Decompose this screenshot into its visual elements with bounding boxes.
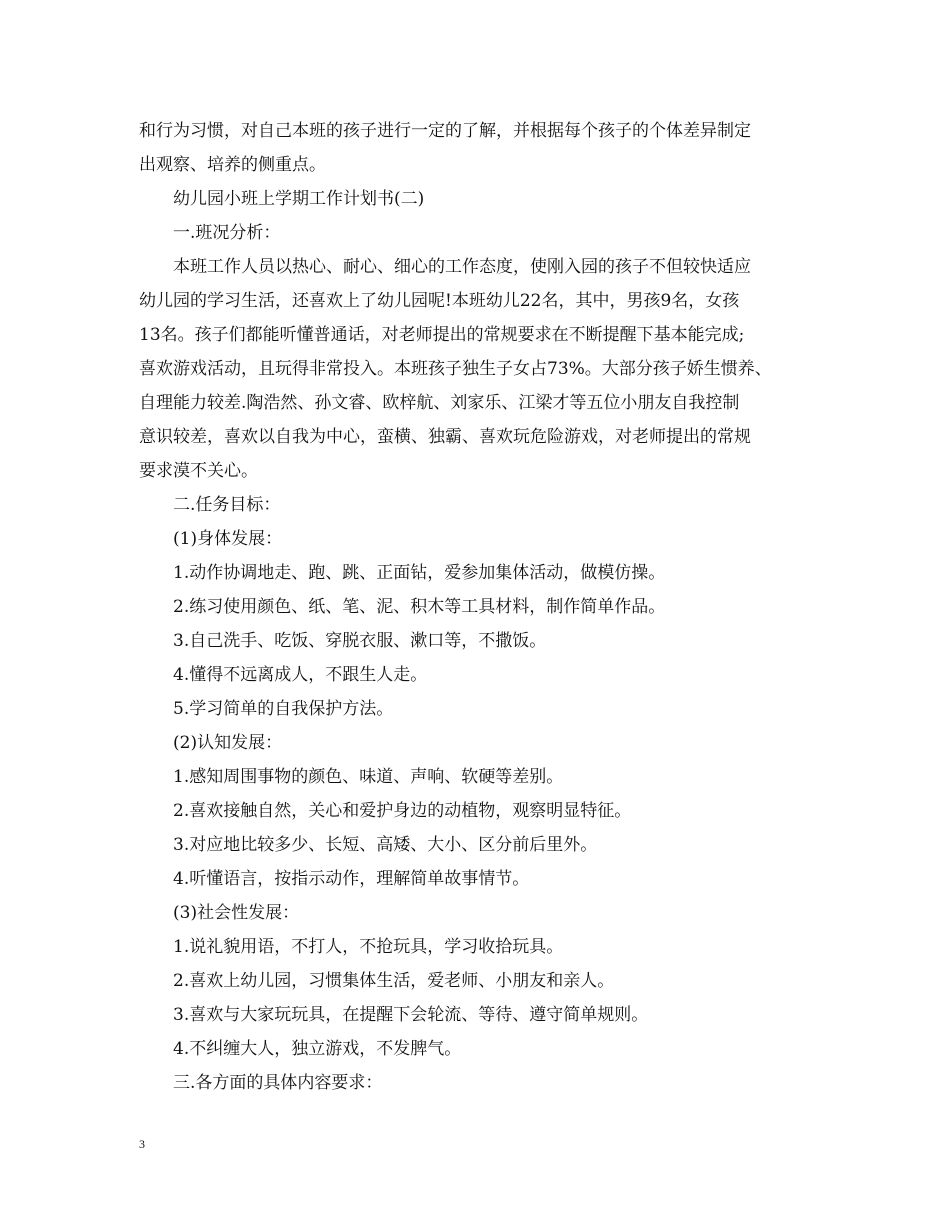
list-item: 3.自己洗手、吃饭、穿脱衣服、漱口等，不撒饭。 — [173, 631, 547, 651]
list-item: 1.动作协调地走、跑、跳、正面钻，爱参加集体活动，做模仿操。 — [173, 563, 666, 583]
class-analysis-line: 意识较差，喜欢以自我为中心，蛮横、独霸、喜欢玩危险游戏，对老师提出的常规 — [139, 427, 751, 447]
section-heading-specific-requirements: 三.各方面的具体内容要求： — [173, 1073, 383, 1093]
class-analysis-line: 要求漠不关心。 — [139, 461, 258, 481]
paragraph-continuation-line: 和行为习惯，对自己本班的孩子进行一定的了解，并根据每个孩子的个体差异制定 — [139, 121, 751, 141]
page-number: 3 — [139, 1137, 145, 1151]
list-item: 1.感知周围事物的颜色、味道、声响、软硬等差别。 — [173, 767, 564, 787]
class-analysis-line: 13名。孩子们都能听懂普通话，对老师提出的常规要求在不断提醒下基本能完成; — [139, 325, 745, 345]
class-analysis-line: 喜欢游戏活动，且玩得非常投入。本班孩子独生子女占73%。大部分孩子娇生惯养、 — [139, 359, 772, 379]
list-item: 4.听懂语言，按指示动作，理解简单故事情节。 — [173, 869, 530, 889]
list-item: 3.对应地比较多少、长短、高矮、大小、区分前后里外。 — [173, 835, 598, 855]
list-item: 2.喜欢上幼儿园，习惯集体生活，爱老师、小朋友和亲人。 — [173, 971, 615, 991]
document-body — [139, 114, 819, 1100]
section-heading-task-goals: 二.任务目标： — [173, 495, 281, 515]
list-item: 5.学习简单的自我保护方法。 — [173, 699, 394, 719]
list-item: 2.练习使用颜色、纸、笔、泥、积木等工具材料，制作简单作品。 — [173, 597, 666, 617]
subsection-heading-social: (3)社会性发展： — [173, 903, 300, 923]
list-item: 4.懂得不远离成人，不跟生人走。 — [173, 665, 428, 685]
subsection-heading-cognitive: (2)认知发展： — [173, 733, 283, 753]
subsection-heading-physical: (1)身体发展： — [173, 529, 283, 549]
list-item: 1.说礼貌用语，不打人，不抢玩具，学习收拾玩具。 — [173, 937, 564, 957]
class-analysis-line: 幼儿园的学习生活，还喜欢上了幼儿园呢!本班幼儿22名，其中，男孩9名，女孩 — [139, 291, 740, 311]
paragraph-continuation-line: 出观察、培养的侧重点。 — [139, 155, 326, 175]
list-item: 3.喜欢与大家玩玩具，在提醒下会轮流、等待、遵守简单规则。 — [173, 1005, 649, 1025]
document-heading: 幼儿园小班上学期工作计划书(二) — [173, 189, 425, 209]
list-item: 4.不纠缠大人，独立游戏，不发脾气。 — [173, 1039, 462, 1059]
list-item: 2.喜欢接触自然，关心和爱护身边的动植物，观察明显特征。 — [173, 801, 632, 821]
section-heading-class-analysis: 一.班况分析： — [173, 223, 281, 243]
class-analysis-line: 自理能力较差.陶浩然、孙文睿、欧梓航、刘家乐、江梁才等五位小朋友自我控制 — [139, 393, 740, 413]
class-analysis-line: 本班工作人员以热心、耐心、细心的工作态度，使刚入园的孩子不但较快适应 — [173, 257, 751, 277]
